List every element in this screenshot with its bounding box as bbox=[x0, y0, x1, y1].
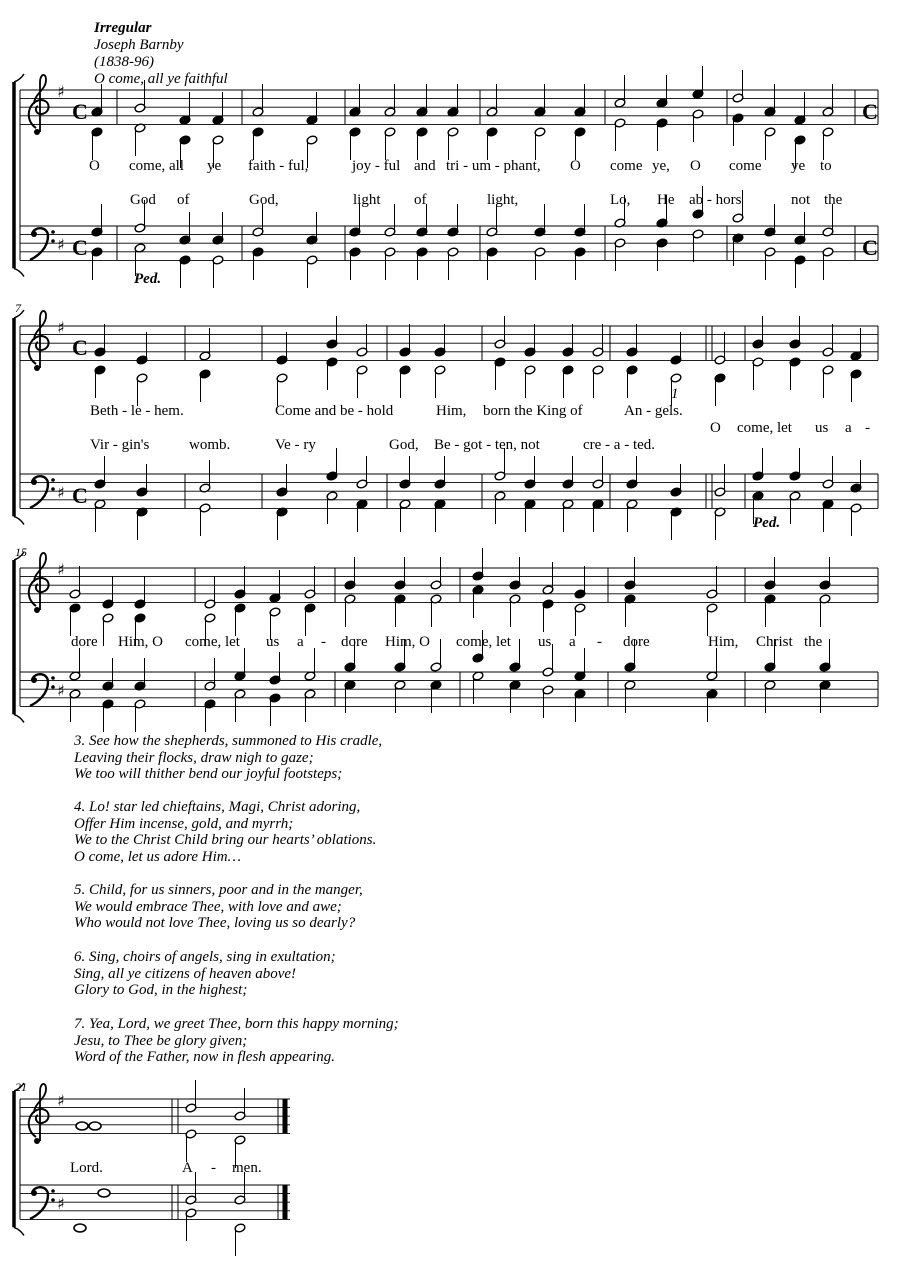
bass-clef bbox=[30, 674, 55, 706]
time-signature: C bbox=[72, 98, 88, 124]
bracket-tip bbox=[14, 516, 24, 524]
whole-note bbox=[76, 1122, 88, 1130]
sharp-key-signature: ♯ bbox=[57, 681, 65, 701]
sharp-key-signature: ♯ bbox=[57, 235, 65, 255]
lyric-syllable: come bbox=[610, 158, 643, 174]
lyrics-system-3 bbox=[71, 634, 823, 650]
whole-note bbox=[89, 1122, 101, 1130]
lyric-syllable: born the King of bbox=[483, 403, 583, 419]
lyric-syllable: come, let bbox=[456, 634, 511, 650]
bracket-tip bbox=[14, 1227, 24, 1235]
lyric-syllable: O bbox=[570, 158, 581, 174]
lyric-syllable: - bbox=[321, 634, 326, 650]
sharp-key-signature: ♯ bbox=[57, 560, 65, 579]
bracket-tip bbox=[14, 714, 24, 722]
lyrics-system-1 bbox=[89, 158, 843, 208]
sharp-key-signature: ♯ bbox=[57, 1091, 65, 1110]
stanza-line: We too will thither bend our joyful footsteps; bbox=[74, 766, 343, 782]
composer-name: Joseph Barnby bbox=[94, 37, 184, 53]
measure-number-7: 7 bbox=[15, 301, 21, 315]
stanza-line: We to the Christ Child bring our hearts’ oblations. bbox=[74, 832, 377, 848]
time-signature: C bbox=[72, 482, 88, 508]
lyric-syllable: not bbox=[791, 192, 811, 208]
whole-note bbox=[74, 1224, 86, 1232]
lyric-syllable: ye, bbox=[652, 158, 670, 174]
lyric-syllable: faith - ful, bbox=[248, 158, 309, 174]
lyric-syllable: joy - ful bbox=[352, 158, 401, 174]
composer-dates: (1838-96) bbox=[94, 54, 154, 70]
lyric-syllable: ye bbox=[207, 158, 222, 174]
whole-note bbox=[98, 1189, 110, 1197]
lyric-syllable: womb. bbox=[189, 437, 231, 453]
lyric-syllable: God, bbox=[249, 192, 279, 208]
lyric-syllable: light, bbox=[487, 192, 519, 208]
lyric-syllable: to bbox=[820, 158, 832, 174]
treble-clef bbox=[29, 75, 49, 135]
lyric-syllable: ab - hors bbox=[689, 192, 742, 208]
lyric-syllable: the bbox=[824, 192, 843, 208]
sharp-key-signature: ♯ bbox=[57, 483, 65, 503]
time-signature: C bbox=[72, 234, 88, 260]
time-signature: C bbox=[72, 334, 88, 360]
lyric-syllable: - bbox=[211, 1160, 216, 1176]
lyric-syllable: Christ bbox=[756, 634, 793, 650]
lyric-syllable: us bbox=[538, 634, 552, 650]
bass-clef bbox=[30, 1187, 55, 1219]
lyric-syllable: dore bbox=[623, 634, 650, 650]
lyric-syllable: and bbox=[414, 158, 436, 174]
stanza-line: Offer Him incense, gold, and myrrh; bbox=[74, 815, 294, 832]
lyric-syllable: tri - um - phant, bbox=[446, 158, 541, 174]
treble-clef bbox=[29, 553, 49, 613]
lyric-syllable: O bbox=[89, 158, 100, 174]
lyric-syllable: come, let bbox=[185, 634, 240, 650]
sharp-key-signature: ♯ bbox=[57, 318, 65, 337]
lyric-syllable: a bbox=[845, 420, 852, 436]
lyric-syllable: Him, bbox=[708, 634, 739, 650]
time-signature: C bbox=[862, 98, 878, 124]
lyric-syllable: Beth - le - hem. bbox=[90, 403, 184, 419]
lyric-syllable: Him, bbox=[436, 403, 467, 419]
lyric-syllable: us bbox=[815, 420, 829, 436]
lyric-syllable: dore bbox=[341, 634, 368, 650]
lyric-syllable: O bbox=[710, 420, 721, 436]
lyric-syllable: Lord. bbox=[70, 1160, 103, 1176]
stanza-line: 3. See how the shepherds, summoned to His cradle, bbox=[74, 733, 383, 749]
lyric-syllable: come, all bbox=[129, 158, 184, 174]
bass-clef bbox=[30, 228, 55, 260]
lyric-syllable: come bbox=[729, 158, 762, 174]
bass-clef bbox=[30, 476, 55, 508]
lyric-syllable: - bbox=[597, 634, 602, 650]
stanza-line: O come, let us adore Him… bbox=[74, 848, 241, 865]
lyric-syllable: Lo, bbox=[610, 192, 631, 208]
pedal-marking: Ped. bbox=[134, 271, 162, 287]
meter-label: Irregular bbox=[94, 20, 152, 36]
lyric-syllable: of bbox=[177, 192, 190, 208]
lyric-syllable: dore bbox=[71, 634, 98, 650]
lyric-syllable: men. bbox=[232, 1160, 262, 1176]
lyric-syllable: a bbox=[569, 634, 576, 650]
lyric-syllable: - bbox=[865, 420, 870, 436]
lyric-syllable: A bbox=[182, 1160, 193, 1176]
lyric-syllable: God, bbox=[389, 437, 419, 453]
lyric-syllable: Be - got - ten, not bbox=[434, 437, 540, 453]
lyric-syllable: Ve - ry bbox=[275, 437, 316, 453]
stanza-line: 6. Sing, choirs of angels, sing in exultation; bbox=[74, 949, 336, 965]
tune-title: O come, all ye faithful bbox=[94, 71, 228, 87]
lyrics-system-2 bbox=[90, 403, 870, 453]
lyric-syllable: a bbox=[297, 634, 304, 650]
lyric-syllable: God bbox=[130, 192, 156, 208]
lyric-syllable: Vir - gin's bbox=[90, 437, 150, 453]
treble-clef bbox=[29, 1084, 49, 1144]
bracket-tip bbox=[14, 268, 24, 276]
lyric-syllable: light bbox=[353, 192, 381, 208]
bracket-tip bbox=[14, 74, 24, 82]
lyric-syllable: Him, O bbox=[118, 634, 163, 650]
stanza-line: Who would not love Thee, loving us so dearly? bbox=[74, 915, 356, 931]
stanza-6 bbox=[74, 949, 336, 999]
lyric-syllable: come, let bbox=[737, 420, 792, 436]
measure-number-15: 15 bbox=[15, 545, 27, 559]
treble-clef bbox=[29, 311, 49, 371]
time-signature: C bbox=[862, 234, 878, 260]
lyric-syllable: ye bbox=[791, 158, 806, 174]
sharp-key-signature: ♯ bbox=[57, 1194, 65, 1214]
stanza-3 bbox=[74, 733, 382, 783]
stanza-line: We would embrace Thee, with love and awe; bbox=[74, 898, 342, 915]
stanza-line: Sing, all ye citizens of heaven above! bbox=[74, 965, 297, 982]
stanza-line: Word of the Father, now in flesh appearing. bbox=[74, 1049, 335, 1065]
lyrics-system-4 bbox=[70, 1160, 262, 1176]
lyric-syllable: Him, O bbox=[385, 634, 430, 650]
lyric-syllable: cre - a - ted. bbox=[583, 437, 656, 453]
measure-number-21: 21 bbox=[15, 1080, 27, 1094]
lyric-syllable: An - gels. bbox=[624, 403, 683, 419]
stanza-5 bbox=[74, 882, 363, 932]
stanza-line: 4. Lo! star led chieftains, Magi, Christ adoring, bbox=[74, 799, 361, 815]
stanza-line: 5. Child, for us sinners, poor and in the manger, bbox=[74, 882, 363, 898]
lyric-syllable: us bbox=[266, 634, 280, 650]
lyric-syllable: the bbox=[804, 634, 823, 650]
stanza-line: Leaving their flocks, draw nigh to gaze; bbox=[74, 749, 314, 766]
pedal-marking: Ped. bbox=[753, 515, 781, 531]
stanza-7 bbox=[74, 1016, 399, 1066]
sharp-key-signature: ♯ bbox=[57, 82, 65, 101]
stanza-line: Glory to God, in the highest; bbox=[74, 982, 248, 998]
lyric-syllable: He bbox=[657, 192, 675, 208]
lyric-syllable: of bbox=[414, 192, 427, 208]
notes bbox=[69, 66, 862, 1256]
first-ending-mark: 1 bbox=[671, 386, 679, 402]
lyric-syllable: Come and be - hold bbox=[275, 403, 394, 419]
stanza-4 bbox=[74, 799, 376, 865]
lyric-syllable: O bbox=[690, 158, 701, 174]
stanza-line: Jesu, to Thee be glory given; bbox=[74, 1032, 248, 1049]
stanza-line: 7. Yea, Lord, we greet Thee, born this happy morning; bbox=[74, 1016, 399, 1032]
